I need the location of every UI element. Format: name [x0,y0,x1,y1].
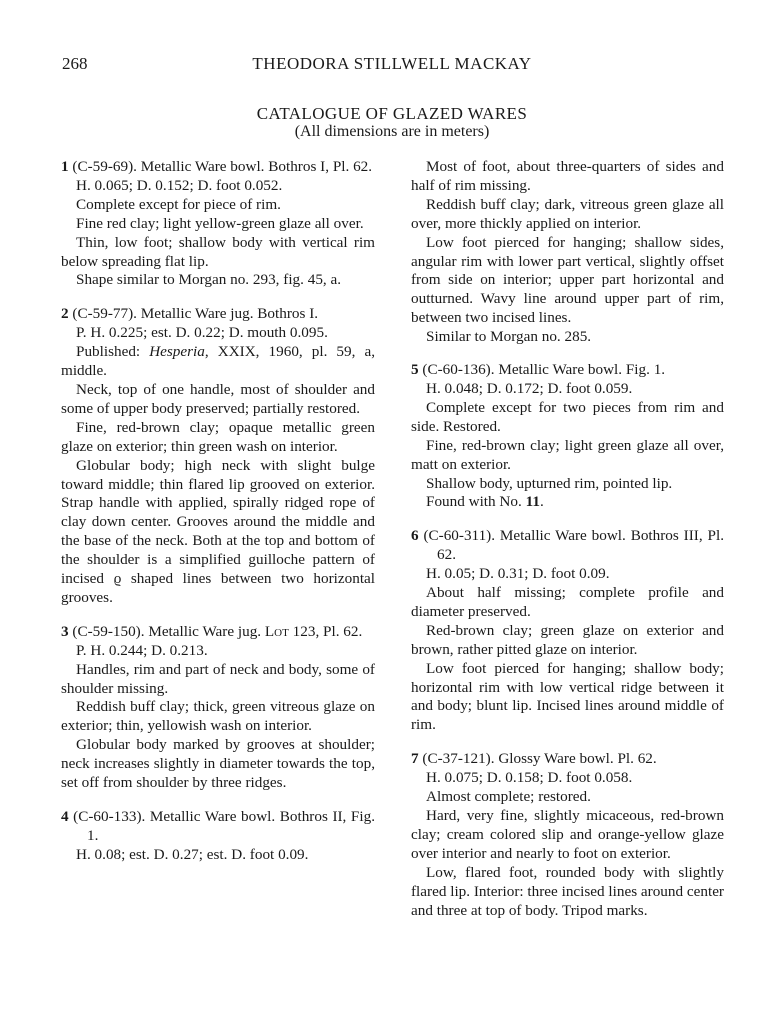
page-number: 268 [62,54,88,73]
entry-paragraph: Reddish buff clay; dark, vitreous green glaze all over, more thickly applied on interior. [411,195,724,232]
right-column [411,158,724,935]
found-with-prefix: Found with No. [426,493,526,511]
entry-paragraph: Globular body marked by grooves at shoulder; neck increases slightly in diameter towards the top, set off from shoulder by three ridges. [61,736,375,792]
entry-number: 7 [411,750,419,768]
entry-heading-text: (C-59-150). Metallic Ware jug. [68,622,265,640]
entry-paragraph: H. 0.08; est. D. 0.27; est. D. foot 0.09. [76,845,309,863]
catalogue-entry-4 [61,808,375,865]
entry-paragraph: Complete except for piece of rim. [76,195,281,213]
entry-paragraph: Neck, top of one handle, most of shoulder and some of upper body preserved; partially restored. [61,380,375,417]
entry-heading [61,305,375,324]
entry-heading [411,750,724,769]
entry-paragraph: Fine, red-brown clay; opaque metallic green glaze on exterior; thin green wash on interior. [61,418,375,455]
journal-title: Hesperia [149,343,205,361]
entry-heading-text: (C-59-69). Metallic Ware bowl. Bothros I, Pl. 62. [68,158,373,175]
catalogue-entry-2 [61,305,375,608]
entry-paragraph: Low foot pierced for hanging; shallow sides, angular rim with lower part vertical, slightly offset from side on interior; upper part horizontal and outturned. Wavy line around upper part of rim, between two incised lines. [411,233,724,327]
entry-paragraph: H. 0.075; D. 0.158; D. foot 0.058. [426,769,633,787]
published-rest: , XXIX, 1960, pl. 59, a, middle. [61,343,375,380]
left-column [61,158,375,880]
entry-paragraph: P. H. 0.225; est. D. 0.22; D. mouth 0.095. [76,324,328,342]
entry-paragraph: Globular body; high neck with slight bulge toward middle; thin flared lip grooved on exterior. Strap handle with applied, spirally ridged rope of clay down center. Grooves around the middle and the base of the neck. Both at the top and bottom of the shoulder is a simplified guilloche pattern of incised ϱ shaped lines between two horizontal grooves. [61,456,375,606]
entry-paragraph: Hard, very fine, slightly micaceous, red-brown clay; cream colored slip and orange-yellow glaze over interior and nearly to foot on exterior. [411,807,724,862]
entry-paragraph: Thin, low foot; shallow body with vertical rim below spreading flat lip. [61,233,375,270]
published-reference [61,343,375,381]
found-with-note [411,493,724,512]
entry-number: 1 [61,158,69,175]
entry-number: 5 [411,361,419,379]
entry-paragraph: Handles, rim and part of neck and body, some of shoulder missing. [61,660,375,697]
catalogue-title: CATALOGUE OF GLAZED WARES [256,104,528,123]
entry-paragraph: Red-brown clay; green glaze on exterior and brown, rather pitted glaze on interior. [411,621,724,658]
entry-heading-text: (C-37-121). Glossy Ware bowl. Pl. 62. [418,750,657,768]
entry-heading [61,158,375,177]
entry-paragraph: P. H. 0.244; D. 0.213. [76,641,208,659]
entry-heading-text: (C-59-77). Metallic Ware jug. Bothros I. [68,305,319,323]
entry-number: 4 [61,808,69,825]
entry-paragraph: Fine red clay; light yellow-green glaze all over. [76,214,364,232]
running-title: THEODORA STILLWELL MACKAY [252,54,532,73]
entry-paragraph: Similar to Morgan no. 285. [426,328,592,346]
entry-paragraph: Almost complete; restored. [426,788,591,806]
lot-label: Lot [264,622,289,640]
found-with-ref: 11 [525,493,540,511]
catalogue-subtitle: (All dimensions are in meters) [294,123,490,140]
entry-paragraph: Low, flared foot, rounded body with slightly flared lip. Interior: three incised lines around center and three at top of body. Tripod marks. [411,863,724,919]
entry-paragraph: Complete except for two pieces from rim and side. Restored. [411,398,724,435]
entry-heading [411,527,724,565]
entry-heading-text: (C-60-133). Metallic Ware bowl. Bothros II, Fig. 1. [68,808,375,844]
published-prefix: Published: [76,343,150,361]
entry-number: 3 [61,622,69,640]
entry-paragraph: About half missing; complete profile and diameter preserved. [411,584,724,620]
entry-paragraph: Reddish buff clay; thick, green vitreous glaze on exterior; thin, yellowish wash on interior. [61,698,375,735]
entry-paragraph: Most of foot, about three-quarters of sides and half of rim missing. [411,158,724,194]
entry-number: 6 [411,527,419,545]
found-with-suffix: . [539,493,544,511]
entry-heading [61,808,375,846]
catalogue-entry-6 [411,527,724,735]
entry-paragraph: Shape similar to Morgan no. 293, fig. 45, a. [76,271,342,289]
catalogue-entry-7 [411,750,724,920]
entry-paragraph: Shallow body, upturned rim, pointed lip. [426,474,673,492]
entry-number: 2 [61,305,69,323]
catalogue-entry-5 [411,361,724,512]
entry-heading-text: (C-60-136). Metallic Ware bowl. Fig. 1. [418,361,666,379]
entry-heading [61,623,375,642]
entry-paragraph: H. 0.048; D. 0.172; D. foot 0.059. [426,379,633,397]
catalogue-entry-3 [61,623,375,793]
entry-paragraph: H. 0.065; D. 0.152; D. foot 0.052. [76,176,283,194]
catalogue-entry-4-continued [411,158,724,347]
entry-heading-text: 123, Pl. 62. [288,622,363,640]
catalogue-entry-1 [61,158,375,290]
entry-heading [411,361,724,380]
entry-paragraph: H. 0.05; D. 0.31; D. foot 0.09. [426,565,610,583]
entry-heading-text: (C-60-311). Metallic Ware bowl. Bothros III, Pl. 62. [418,527,724,564]
entry-paragraph: Low foot pierced for hanging; shallow body; horizontal rim with low vertical ridge between it and body; blunt lip. Incised lines around middle of rim. [411,659,724,734]
entry-paragraph: Fine, red-brown clay; light green glaze all over, matt on exterior. [411,436,724,473]
